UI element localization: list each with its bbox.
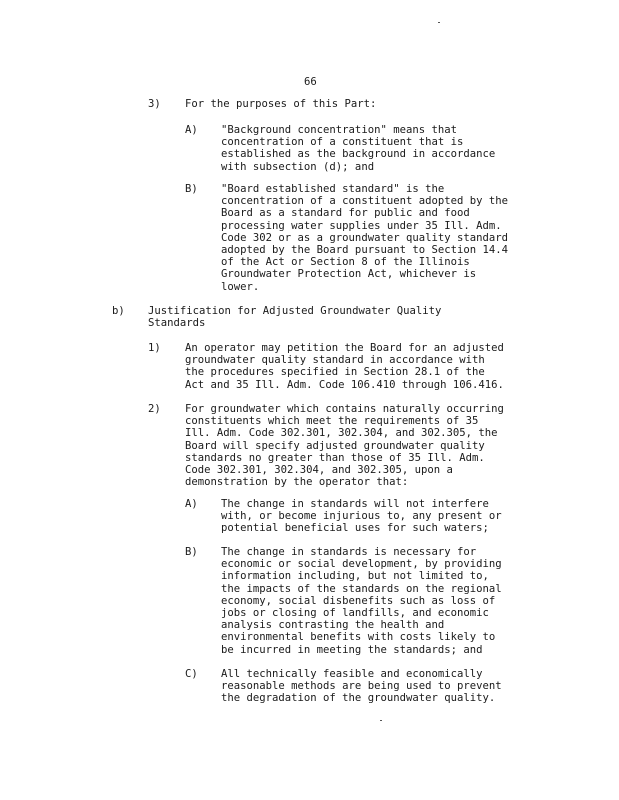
item-label: 3): [148, 98, 161, 110]
page-number: 66: [304, 76, 317, 88]
item-label: 1): [148, 342, 161, 354]
item-text: The change in standards will not interfere with, or become injurious to, any present or potential beneficial uses for such waters;: [221, 498, 502, 535]
item-label: A): [185, 498, 198, 510]
section-label: b): [112, 305, 125, 317]
item-text: The change in standards is necessary for economic or social development, by providing information including, but not limited to, the impacts of the standards on the regional economy, social disbenefits such as loss of jobs or closing of landfills, and economic analysis contrasting the health and environmental benefits with costs likely to be incurred in meeting the standards; and: [221, 546, 502, 656]
item-text: "Board established standard" is the concentration of a constituent adopted by the Board as a standard for public and food processing water supplies under 35 Ill. Adm. Code 302 or as a groundwater quality standard adopted by the Board pursuant to Section 14.4 of the Act or Section 8 of the Illinois Groundwater Protection Act, whichever is lower.: [221, 183, 509, 293]
item-label: B): [185, 183, 198, 195]
item-text: For the purposes of this Part:: [185, 98, 377, 110]
item-text: All technically feasible and economically reasonable methods are being used to prevent the degradation of the groundwater quality.: [221, 668, 502, 705]
item-text: "Background concentration" means that concentration of a constituent that is established as the background in accordance with subsection (d); and: [221, 124, 496, 173]
item-label: C): [185, 668, 198, 680]
scan-speck: [438, 22, 440, 23]
item-text: For groundwater which contains naturally occurring constituents which meet the requirements of 35 Ill. Adm. Code 302.301, 302.304, and 302.305, the Board will specify adjusted groundwater quality standards no greater than those of 35 Ill. Adm. Code 302.301, 302.304, and 302.305, upon a demonstration by the operator that:: [185, 403, 504, 489]
scan-speck: [380, 720, 382, 721]
item-label: 2): [148, 403, 161, 415]
section-heading: Justification for Adjusted Groundwater Quality Standards: [148, 305, 442, 330]
item-text: An operator may petition the Board for an adjusted groundwater quality standard in accordance with the procedures specified in Section 28.1 of the Act and 35 Ill. Adm. Code 106.410 through 106.416.: [185, 342, 504, 391]
item-label: A): [185, 124, 198, 136]
item-label: B): [185, 546, 198, 558]
